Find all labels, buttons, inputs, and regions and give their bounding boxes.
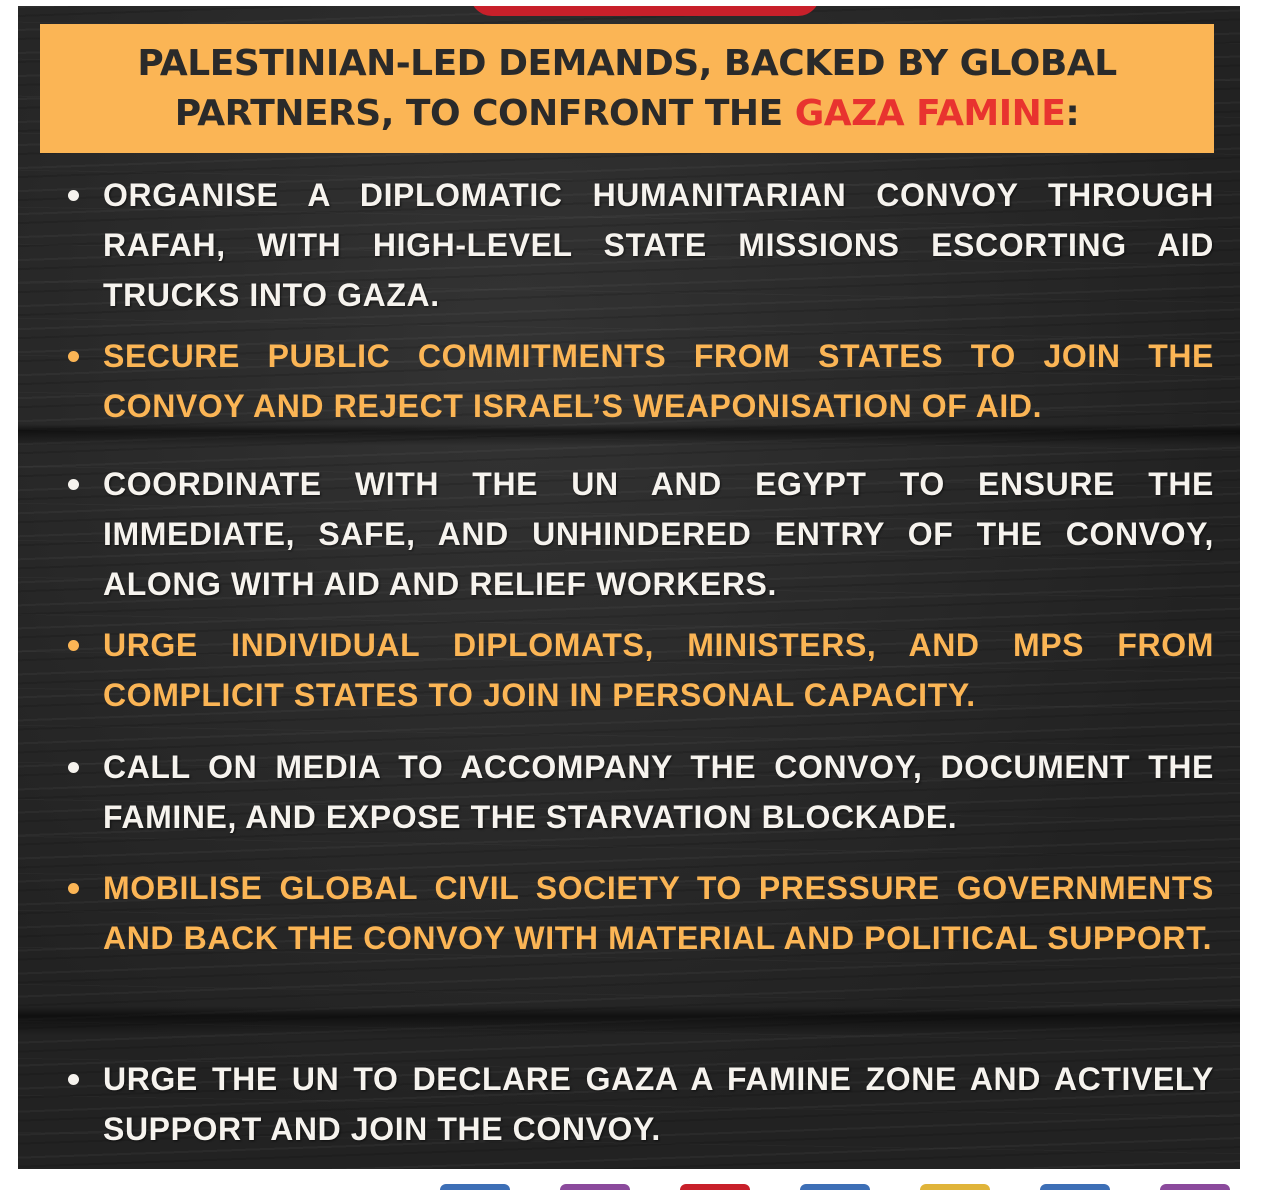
title-text: PALESTINIAN-LED DEMANDS, BACKED BY GLOBAL PARTNERS, TO CONFRONT THE (137, 42, 1117, 134)
header-band (40, 24, 1214, 153)
demand-text: SECURE PUBLIC COMMITMENTS FROM STATES TO JOIN THE CONVOY AND REJECT ISRAEL’S WEAPONISATION OF AID. (103, 338, 1214, 424)
bullet-dot-icon (68, 351, 79, 362)
list-item (68, 331, 1214, 431)
list-item (68, 620, 1214, 720)
demand-text: MOBILISE GLOBAL CIVIL SOCIETY TO PRESSURE GOVERNMENTS AND BACK THE CONVOY WITH MATERIAL AND POLITICAL SUPPORT. (103, 870, 1214, 956)
demand-text: URGE THE UN TO DECLARE GAZA A FAMINE ZONE AND ACTIVELY SUPPORT AND JOIN THE CONVOY. (103, 1061, 1214, 1147)
title-colon: : (1065, 92, 1080, 134)
decor-arc (1160, 1184, 1230, 1190)
decor-arc (800, 1184, 870, 1190)
bullet-dot-icon (68, 479, 79, 490)
title-highlight: GAZA FAMINE (794, 92, 1066, 134)
decor-arc (1040, 1184, 1110, 1190)
demands-poster (18, 6, 1240, 1169)
poster-title (77, 39, 1177, 139)
demand-text: CALL ON MEDIA TO ACCOMPANY THE CONVOY, DOCUMENT THE FAMINE, AND EXPOSE THE STARVATION BLOCKADE. (103, 749, 1214, 835)
demand-text: ORGANISE A DIPLOMATIC HUMANITARIAN CONVOY THROUGH RAFAH, WITH HIGH-LEVEL STATE MISSIONS ESCORTING AID TRUCKS INTO GAZA. (103, 177, 1214, 313)
bullet-dot-icon (68, 1074, 79, 1085)
top-red-tab (470, 6, 820, 16)
bullet-dot-icon (68, 190, 79, 201)
bullet-dot-icon (68, 640, 79, 651)
bullet-dot-icon (68, 762, 79, 773)
list-item (68, 170, 1214, 320)
decor-arc (440, 1184, 510, 1190)
list-item (68, 459, 1214, 609)
list-item (68, 863, 1214, 963)
bullet-dot-icon (68, 883, 79, 894)
bottom-decoration (430, 1184, 1230, 1190)
decor-arc (560, 1184, 630, 1190)
decor-arc (920, 1184, 990, 1190)
decor-arc (680, 1184, 750, 1190)
list-item (68, 742, 1214, 842)
list-item (68, 1054, 1214, 1154)
demand-text: URGE INDIVIDUAL DIPLOMATS, MINISTERS, AND MPS FROM COMPLICIT STATES TO JOIN IN PERSONAL CAPACITY. (103, 627, 1214, 713)
demand-text: COORDINATE WITH THE UN AND EGYPT TO ENSURE THE IMMEDIATE, SAFE, AND UNHINDERED ENTRY OF THE CONVOY, ALONG WITH AID AND RELIEF WORKERS. (103, 466, 1214, 602)
